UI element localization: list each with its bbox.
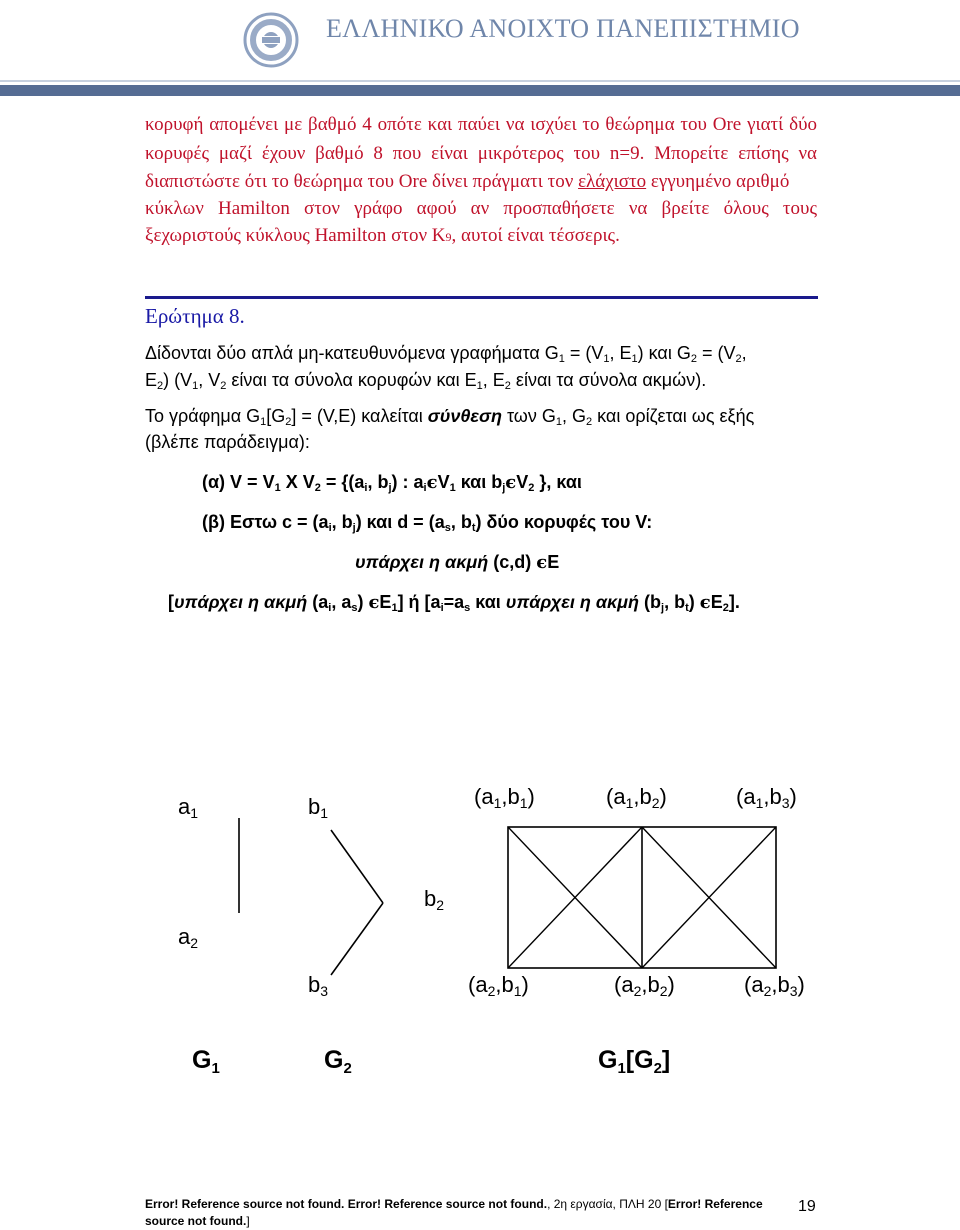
subscript: j bbox=[502, 482, 506, 494]
label: ] bbox=[661, 1046, 671, 1074]
header-divider-thin bbox=[0, 80, 960, 82]
text: και ορίζεται ως εξής bbox=[592, 406, 755, 426]
subscript: 2 bbox=[763, 983, 772, 999]
text: ] = (V,E) καλείται bbox=[291, 406, 428, 426]
subscript: 1 bbox=[449, 482, 456, 494]
text: }, και bbox=[534, 472, 582, 492]
footer-text: ] bbox=[246, 1214, 250, 1228]
subscript: t bbox=[471, 522, 476, 534]
text: [G bbox=[266, 406, 286, 426]
vertex-a1b2 bbox=[606, 784, 667, 810]
subscript: i bbox=[364, 482, 368, 494]
page-footer bbox=[145, 1196, 765, 1230]
vertex-b1 bbox=[308, 794, 328, 820]
subscript: 3 bbox=[789, 983, 798, 999]
subscript: 2 bbox=[690, 353, 697, 365]
subscript: 1 bbox=[513, 983, 522, 999]
answer-line-5 bbox=[145, 223, 817, 249]
eap-logo-icon bbox=[238, 6, 304, 72]
subscript: 1 bbox=[558, 353, 565, 365]
vertex-a1 bbox=[178, 794, 198, 820]
subscript: i bbox=[328, 522, 332, 534]
subscript: 2 bbox=[285, 416, 292, 428]
text: (c,d) bbox=[488, 552, 537, 572]
edge-rule bbox=[168, 592, 840, 613]
label: (a bbox=[468, 972, 488, 997]
subscript: 2 bbox=[487, 983, 496, 999]
label: ) bbox=[789, 784, 797, 809]
text: Δίδονται δύο απλά μη-κατευθυνόμενα γραφήματα G bbox=[145, 343, 559, 363]
vertex-b2 bbox=[424, 886, 444, 912]
answer-line-1: κορυφή απομένει με βαθμό 4 οπότε και παύει να ισχύει το θεώρημα του Ore γιατί δύο bbox=[145, 114, 817, 135]
text: και b bbox=[455, 472, 503, 492]
label: ,b bbox=[771, 972, 790, 997]
emphasis: σύνθεση bbox=[427, 406, 502, 426]
subscript: 1 bbox=[320, 805, 329, 821]
vertex-a2b1 bbox=[468, 972, 529, 998]
text: , b bbox=[331, 512, 353, 532]
label: ,b bbox=[501, 784, 520, 809]
subscript: 1 bbox=[617, 1060, 626, 1077]
text: ) : a bbox=[391, 472, 424, 492]
element-of-symbol: є bbox=[368, 592, 380, 613]
subscript: j bbox=[661, 602, 665, 614]
label: ) bbox=[527, 784, 535, 809]
text: , E bbox=[482, 370, 505, 390]
answer-line-3-end: εγγυημένο αριθμό bbox=[646, 171, 790, 192]
rule-alpha bbox=[202, 472, 874, 493]
label: ,b bbox=[495, 972, 514, 997]
page-number: 19 bbox=[798, 1198, 816, 1215]
subscript: 1 bbox=[555, 416, 562, 428]
footer-reference: Error! Reference source not found. bbox=[145, 1197, 763, 1228]
subscript: 2 bbox=[220, 380, 227, 392]
subscript: 2 bbox=[659, 983, 668, 999]
subscript: 2 bbox=[586, 416, 593, 428]
text: ]. bbox=[728, 592, 740, 612]
text: Το γράφημα G bbox=[145, 406, 261, 426]
subscript: 1 bbox=[391, 602, 398, 614]
underlined-word: ελάχιστο bbox=[578, 171, 647, 192]
subscript: i bbox=[423, 482, 427, 494]
composition-line-1 bbox=[145, 406, 817, 427]
subscript: 2 bbox=[314, 482, 321, 494]
text: , b bbox=[367, 472, 389, 492]
question-rule bbox=[145, 296, 818, 299]
footer-text: , 2η εργασία, ΠΛΗ 20 [ bbox=[547, 1197, 668, 1211]
product-outer-edges bbox=[508, 827, 776, 968]
footer-reference: Error! Reference source not found. Error! Reference source not found. bbox=[145, 1197, 548, 1211]
answer-line-3-start: διαπιστώστε ότι το θεώρημα του Ore δίνει πράγματι τον bbox=[145, 171, 579, 192]
header-band bbox=[0, 85, 960, 96]
text: είναι τα σύνολα κορυφών και E bbox=[226, 370, 477, 390]
subscript: s bbox=[464, 602, 471, 614]
subscript: 3 bbox=[781, 795, 790, 811]
subscript: 1 bbox=[192, 380, 199, 392]
product-edge-diagonal bbox=[642, 827, 776, 968]
subscript: 1 bbox=[190, 805, 199, 821]
subscript: 2 bbox=[157, 380, 164, 392]
label: a bbox=[178, 924, 191, 949]
label: ,b bbox=[763, 784, 782, 809]
subscript: 1 bbox=[755, 795, 764, 811]
label: G bbox=[598, 1046, 618, 1074]
label: b bbox=[424, 886, 437, 911]
subscript: j bbox=[388, 482, 392, 494]
element-of-symbol: є bbox=[536, 552, 548, 573]
subscript: 1 bbox=[625, 795, 634, 811]
question-title: Ερώτημα 8. bbox=[145, 304, 245, 328]
text: και bbox=[470, 592, 506, 612]
vertex-b3 bbox=[308, 972, 328, 998]
subscript: 1 bbox=[274, 482, 281, 494]
subscript: 2 bbox=[528, 482, 535, 494]
emphasis: υπάρχει η ακμή bbox=[505, 592, 640, 612]
composition-line-2: (βλέπε παράδειγμα): bbox=[145, 432, 310, 452]
product-edge-diagonal bbox=[508, 827, 642, 968]
vertex-a1b3 bbox=[736, 784, 797, 810]
subscript: 2 bbox=[722, 602, 729, 614]
text: (β) Εστω c = (a bbox=[202, 512, 329, 532]
subscript: 1 bbox=[519, 795, 528, 811]
product-edge-diagonal bbox=[508, 827, 642, 968]
text: ) bbox=[357, 592, 369, 612]
text: E bbox=[710, 592, 723, 612]
subscript: j bbox=[352, 522, 356, 534]
text: = {(a bbox=[320, 472, 365, 492]
label: (a bbox=[736, 784, 756, 809]
subscript: 1 bbox=[260, 416, 267, 428]
label: (a bbox=[614, 972, 634, 997]
text: ) bbox=[688, 592, 700, 612]
subscript: 3 bbox=[320, 983, 329, 999]
label: G bbox=[324, 1046, 344, 1074]
text: ) και G bbox=[637, 343, 691, 363]
rule-beta bbox=[202, 512, 874, 533]
subscript: 1 bbox=[493, 795, 502, 811]
subscript: i bbox=[440, 602, 444, 614]
text: , E bbox=[609, 343, 632, 363]
text: = (V bbox=[696, 343, 736, 363]
subscript: 1 bbox=[603, 353, 610, 365]
text: (b bbox=[639, 592, 662, 612]
graph-label-g1 bbox=[192, 1046, 220, 1075]
g2-edge-b2-b3 bbox=[331, 903, 383, 975]
vertex-a2b2 bbox=[614, 972, 675, 998]
subscript: 1 bbox=[211, 1060, 220, 1077]
vertex-a1b1 bbox=[474, 784, 535, 810]
subscript: i bbox=[328, 602, 332, 614]
answer-line-2: κορυφές μαζί έχουν βαθμό 8 που είναι μικρότερος του n=9. Μπορείτε επίσης να bbox=[145, 143, 817, 164]
element-of-symbol: є bbox=[426, 472, 438, 493]
graph-label-g1g2 bbox=[598, 1046, 670, 1075]
text: [ bbox=[168, 592, 174, 612]
vertex-a2 bbox=[178, 924, 198, 950]
definition-line-1 bbox=[145, 343, 817, 364]
label: (a bbox=[606, 784, 626, 809]
label: ) bbox=[667, 972, 675, 997]
answer-line-5-start: ξεχωριστούς κύκλους Hamilton στον K bbox=[145, 225, 446, 246]
text: ) και d = (a bbox=[355, 512, 445, 532]
product-edge-diagonal bbox=[642, 827, 776, 968]
label: a bbox=[178, 794, 191, 819]
text: V bbox=[516, 472, 529, 492]
label: ) bbox=[659, 784, 667, 809]
text: , V bbox=[198, 370, 221, 390]
label: ,b bbox=[641, 972, 660, 997]
label: b bbox=[308, 972, 321, 997]
text: , G bbox=[562, 406, 587, 426]
text: , b bbox=[450, 512, 472, 532]
page-header bbox=[0, 0, 960, 98]
vertex-a2b3 bbox=[744, 972, 805, 998]
subscript: 2 bbox=[190, 935, 199, 951]
subscript: t bbox=[685, 602, 689, 614]
emphasis: υπάρχει η ακμή bbox=[174, 592, 308, 612]
element-of-symbol: є bbox=[505, 472, 517, 493]
text: E bbox=[547, 552, 560, 572]
graph-label-g2 bbox=[324, 1046, 352, 1075]
label: ) bbox=[797, 972, 805, 997]
text: ) δύο κορυφές του V: bbox=[475, 512, 653, 532]
text: , b bbox=[664, 592, 686, 612]
text: E bbox=[379, 592, 392, 612]
text: E bbox=[145, 370, 158, 390]
text: ) (V bbox=[163, 370, 193, 390]
label: ,b bbox=[633, 784, 652, 809]
label: (a bbox=[744, 972, 764, 997]
subscript: 1 bbox=[631, 353, 638, 365]
text: ] ή [a bbox=[397, 592, 441, 612]
label: ) bbox=[521, 972, 529, 997]
answer-line-4: κύκλων Hamilton στον γράφο αφού αν προσπαθήσετε να βρείτε όλους τους bbox=[145, 198, 817, 219]
element-of-symbol: є bbox=[699, 592, 711, 613]
g2-edge-b1-b2 bbox=[331, 830, 383, 903]
label: G bbox=[192, 1046, 212, 1074]
definition-line-2 bbox=[145, 370, 817, 391]
text: (α) V = V bbox=[202, 472, 275, 492]
subscript: s bbox=[351, 602, 358, 614]
subscript: s bbox=[444, 522, 451, 534]
subscript: 2 bbox=[653, 1060, 662, 1077]
text: , bbox=[741, 343, 747, 363]
k9-subscript: 9 bbox=[445, 230, 452, 244]
answer-line-3 bbox=[145, 169, 817, 195]
text: είναι τα σύνολα ακμών). bbox=[510, 370, 707, 390]
text: , a bbox=[331, 592, 352, 612]
label: (a bbox=[474, 784, 494, 809]
text: (a bbox=[307, 592, 329, 612]
emphasis: υπάρχει η ακμή bbox=[355, 552, 489, 572]
subscript: 2 bbox=[651, 795, 660, 811]
subscript: 2 bbox=[504, 380, 511, 392]
text: =a bbox=[443, 592, 465, 612]
text: των G bbox=[501, 406, 556, 426]
subscript: 2 bbox=[633, 983, 642, 999]
edge-condition bbox=[355, 552, 960, 573]
text: X V bbox=[280, 472, 315, 492]
subscript: 2 bbox=[343, 1060, 352, 1077]
answer-line-5-end: , αυτοί είναι τέσσερις. bbox=[451, 225, 620, 246]
subscript: 1 bbox=[476, 380, 483, 392]
text: = (V bbox=[564, 343, 604, 363]
university-name: ΕΛΛΗΝΙΚΟ ΑΝΟΙΧΤΟ ΠΑΝΕΠΙΣΤΗΜΙΟ bbox=[326, 14, 800, 43]
label: b bbox=[308, 794, 321, 819]
subscript: 2 bbox=[735, 353, 742, 365]
subscript: 2 bbox=[436, 897, 445, 913]
text: V bbox=[437, 472, 450, 492]
label: [G bbox=[625, 1046, 654, 1074]
